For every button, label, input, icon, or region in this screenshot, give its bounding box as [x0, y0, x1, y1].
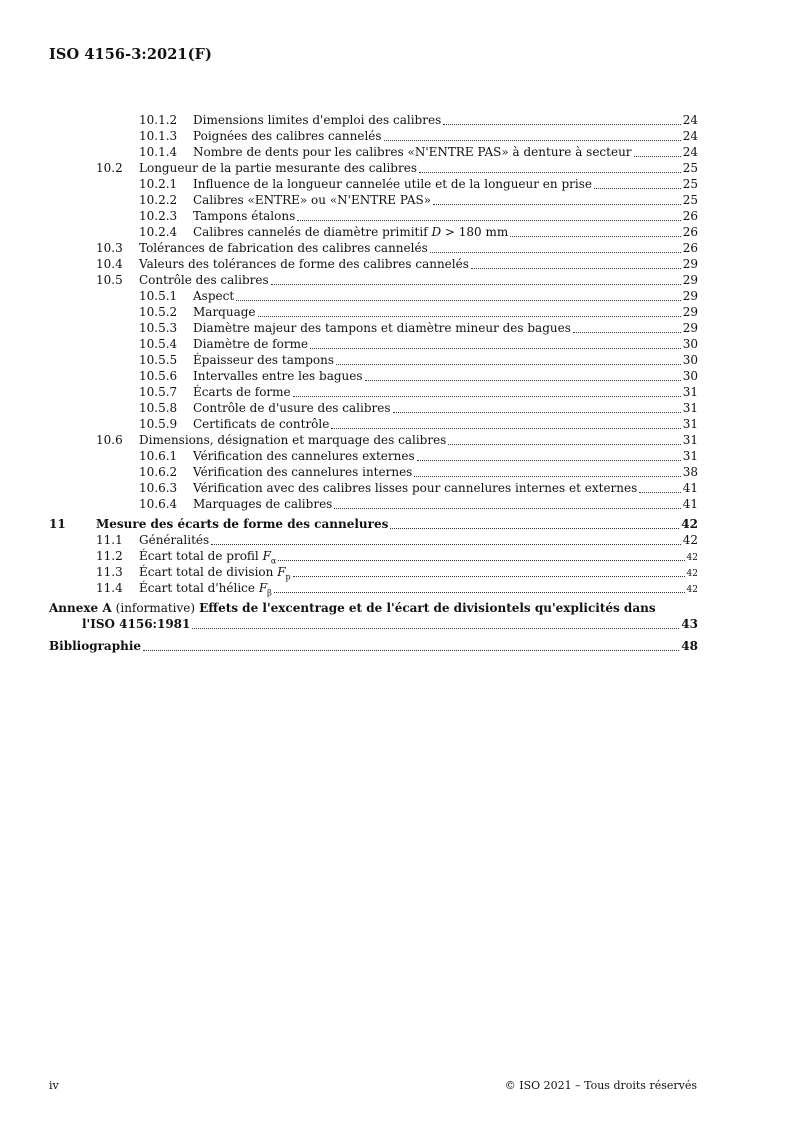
toc-leader-dots — [278, 550, 684, 561]
toc-entry-symbol: D — [431, 225, 442, 239]
toc-entry-title: Marquages de calibres — [193, 497, 333, 511]
toc-entry-number: 10.6 — [96, 433, 123, 447]
toc-entry-page: 30 — [682, 369, 698, 383]
toc-entry-number: 10.5.4 — [139, 337, 178, 351]
toc-entry-page: 30 — [682, 337, 698, 351]
document-header: ISO 4156-3:2021(F) — [49, 46, 212, 63]
toc-entry-number: 10.1.2 — [139, 113, 178, 127]
toc-entry-number: 10.5.8 — [139, 401, 178, 415]
toc-entry-title: Contrôle de d'usure des calibres — [193, 401, 391, 415]
toc-entry-title-suffix: > 180 mm — [441, 225, 509, 239]
toc-entry-number: 10.2.2 — [139, 193, 178, 207]
toc-entry-title: Généralités — [139, 533, 210, 547]
footer-copyright: © ISO 2021 – Tous droits réservés — [504, 1079, 697, 1092]
toc-entry-page: 42 — [686, 553, 698, 563]
toc-entry-title: Valeurs des tolérances de forme des calibres cannelés — [139, 257, 469, 271]
toc-entry-number: 10.5.2 — [139, 305, 178, 319]
toc-entry-number: 11.2 — [96, 549, 123, 563]
toc-entry-page: 30 — [682, 353, 698, 367]
toc-entry-title: Certificats de contrôle — [193, 417, 330, 431]
toc-entry-title: Influence de la longueur cannelée utile et de la longueur en prise — [193, 177, 592, 191]
toc-leader-dots — [331, 418, 680, 429]
toc-entry-title: Longueur de la partie mesurante des calibres — [139, 161, 417, 175]
bibliography-page: 48 — [681, 639, 698, 653]
toc-entry-page: 25 — [682, 193, 698, 207]
toc-entry-title: Vérification avec des calibres lisses pour cannelures internes et externes — [193, 481, 638, 495]
toc-leader-dots — [573, 322, 681, 333]
toc-entry-page: 24 — [682, 145, 698, 159]
toc-entry-number: 11.4 — [96, 581, 123, 595]
toc-entry-title: Tolérances de fabrication des calibres cannelés — [139, 241, 428, 255]
toc-leader-dots — [192, 618, 679, 629]
toc-entry-symbol: F — [277, 565, 286, 579]
toc-entry-page: 42 — [686, 585, 698, 595]
toc-entry-page: 29 — [682, 321, 698, 335]
toc-entry-page: 29 — [682, 273, 698, 287]
toc-leader-dots — [384, 130, 681, 141]
toc-leader-dots — [334, 498, 680, 509]
toc-leader-dots — [211, 534, 681, 545]
toc-entry-symbol: F — [258, 581, 268, 595]
toc-entry-number: 10.5 — [96, 273, 123, 287]
toc-entry[interactable] — [139, 209, 698, 224]
annex-title-line1: Effets de l'excentrage et de l'écart de divisiontels qu'explicités dans — [199, 601, 656, 615]
toc-leader-dots — [419, 162, 681, 173]
toc-entry[interactable] — [96, 161, 698, 176]
toc-entry-number: 10.5.5 — [139, 353, 178, 367]
toc-entry-number: 11.1 — [96, 533, 123, 547]
toc-entry-title-text: Écart total de profil — [139, 549, 263, 563]
toc-annex-entry[interactable] — [49, 601, 698, 616]
toc-entry-page: 31 — [682, 449, 698, 463]
toc-entry[interactable] — [139, 401, 698, 416]
toc-entry-page: 41 — [682, 497, 698, 511]
toc-entry-page: 38 — [682, 465, 698, 479]
toc-leader-dots — [594, 178, 681, 189]
annex-type: (informative) — [115, 601, 196, 615]
toc-entry-number: 10.6.4 — [139, 497, 178, 511]
toc-entry[interactable] — [139, 321, 698, 336]
toc-leader-dots — [293, 566, 685, 577]
toc-entry-number: 10.2.3 — [139, 209, 178, 223]
toc-leader-dots — [274, 582, 685, 593]
toc-entry-number: 10.3 — [96, 241, 123, 255]
toc-entry-number: 10.2 — [96, 161, 123, 175]
toc-entry-page: 31 — [682, 401, 698, 415]
toc-annex-entry-cont[interactable] — [82, 617, 698, 632]
toc-entry-page: 25 — [682, 161, 698, 175]
toc-leader-dots — [433, 194, 681, 205]
toc-leader-dots — [236, 290, 681, 301]
toc-entry[interactable] — [139, 385, 698, 400]
toc-entry-title-text: Écart total d'hélice — [139, 581, 259, 595]
toc-entry-number: 10.6.3 — [139, 481, 178, 495]
toc-entry-number: 10.5.9 — [139, 417, 178, 431]
toc-entry-page: 26 — [682, 241, 698, 255]
toc-entry[interactable] — [96, 273, 698, 288]
toc-leader-dots — [310, 338, 681, 349]
toc-leader-dots — [414, 466, 680, 477]
toc-entry-title-text: Écart total de division — [139, 565, 278, 579]
toc-entry-title: Vérification des cannelures externes — [193, 449, 415, 463]
toc-entry-number: 10.1.4 — [139, 145, 178, 159]
toc-entry[interactable] — [139, 353, 698, 368]
toc-entry-page: 26 — [682, 225, 698, 239]
annex-title-line2: l'ISO 4156:1981 — [82, 617, 191, 631]
toc-entry[interactable] — [139, 145, 698, 160]
toc-entry-number: 10.5.6 — [139, 369, 178, 383]
toc-entry-page: 24 — [682, 113, 698, 127]
toc-leader-dots — [443, 114, 680, 125]
toc-entry[interactable] — [139, 225, 698, 240]
toc-entry[interactable] — [139, 177, 698, 192]
toc-leader-dots — [293, 386, 681, 397]
toc-entry-title: Diamètre de forme — [193, 337, 309, 351]
toc-leader-dots — [143, 640, 679, 651]
toc-entry-title: Intervalles entre les bagues — [193, 369, 363, 383]
toc-entry-page: 26 — [682, 209, 698, 223]
toc-entry-number: 10.5.1 — [139, 289, 178, 303]
toc-entry[interactable] — [139, 449, 698, 464]
toc-entry-page: 31 — [682, 385, 698, 399]
toc-leader-dots — [336, 354, 681, 365]
toc-entry[interactable] — [139, 369, 698, 384]
toc-entry[interactable] — [96, 241, 698, 256]
toc-entry-number: 11 — [49, 517, 66, 531]
toc-leader-dots — [430, 242, 681, 253]
toc-entry-title: Dimensions, désignation et marquage des calibres — [139, 433, 447, 447]
toc-entry-number: 10.6.1 — [139, 449, 178, 463]
toc-entry-number: 10.6.2 — [139, 465, 178, 479]
toc-entry[interactable] — [139, 305, 698, 320]
toc-entry-title: Marquage — [193, 305, 256, 319]
toc-entry-number: 10.2.1 — [139, 177, 178, 191]
toc-entry[interactable] — [96, 565, 698, 580]
toc-entry-page: 29 — [682, 289, 698, 303]
toc-leader-dots — [271, 274, 681, 285]
toc-leader-dots — [639, 482, 680, 493]
toc-entry-number: 10.5.3 — [139, 321, 178, 335]
toc-entry-title: Diamètre majeur des tampons et diamètre mineur des bagues — [193, 321, 571, 335]
toc-entry[interactable] — [139, 417, 698, 432]
toc-entry-title: Aspect — [193, 289, 235, 303]
toc-entry-page: 42 — [681, 517, 698, 531]
toc-entry-number: 10.2.4 — [139, 225, 178, 239]
toc-entry[interactable] — [96, 257, 698, 272]
toc-entry-page: 42 — [682, 533, 698, 547]
toc-entry[interactable] — [139, 497, 698, 512]
toc-entry[interactable] — [139, 113, 698, 128]
toc-entry-number: 10.5.7 — [139, 385, 178, 399]
toc-entry-title-text: Calibres cannelés de diamètre primitif — [193, 225, 432, 239]
toc-entry-symbol-subscript: p — [285, 572, 291, 582]
toc-entry-title: Vérification des cannelures internes — [193, 465, 413, 479]
toc-entry-page: 31 — [682, 417, 698, 431]
toc-leader-dots — [448, 434, 680, 445]
toc-entry[interactable] — [139, 129, 698, 144]
toc-entry[interactable] — [96, 581, 698, 596]
toc-bibliography-entry[interactable] — [49, 639, 698, 654]
toc-leader-dots — [510, 226, 680, 237]
toc-entry-title: Mesure des écarts de forme des cannelures — [96, 517, 389, 531]
toc-entry[interactable] — [139, 289, 698, 304]
toc-entry-title: Dimensions limites d'emploi des calibres — [193, 113, 442, 127]
toc-leader-dots — [393, 402, 681, 413]
toc-leader-dots — [258, 306, 681, 317]
toc-entry[interactable] — [139, 465, 698, 480]
toc-entry-number: 10.1.3 — [139, 129, 178, 143]
toc-entry-title: Épaisseur des tampons — [193, 353, 335, 367]
toc-leader-dots — [417, 450, 681, 461]
toc-entry-page: 42 — [686, 569, 698, 579]
toc-entry-title — [193, 225, 508, 240]
bibliography-title: Bibliographie — [49, 639, 142, 653]
toc-leader-dots — [634, 146, 681, 157]
toc-entry-title: Calibres «ENTRE» ou «N'ENTRE PAS» — [193, 193, 432, 207]
toc-entry-page: 41 — [682, 481, 698, 495]
toc-leader-dots — [365, 370, 681, 381]
toc-leader-dots — [471, 258, 681, 269]
toc-entry-title: Contrôle des calibres — [139, 273, 269, 287]
toc-entry-page: 24 — [682, 129, 698, 143]
annex-label: Annexe A — [49, 601, 112, 615]
toc-entry-title: Tampons étalons — [193, 209, 296, 223]
toc-entry-number: 10.4 — [96, 257, 123, 271]
toc-entry[interactable] — [96, 533, 698, 548]
toc-entry-page: 31 — [682, 433, 698, 447]
annex-page: 43 — [681, 617, 698, 631]
toc-entry-symbol-subscript: α — [270, 556, 277, 566]
toc-entry-page: 29 — [682, 257, 698, 271]
toc-entry-title — [139, 581, 272, 600]
toc-leader-dots — [390, 518, 679, 529]
toc-entry-page: 25 — [682, 177, 698, 191]
toc-entry-page: 29 — [682, 305, 698, 319]
toc-leader-dots — [297, 210, 680, 221]
footer-page-number: iv — [49, 1079, 59, 1092]
toc-entry-symbol: F — [262, 549, 271, 563]
toc-entry-title: Nombre de dents pour les calibres «N'ENTRE PAS» à denture à secteur — [193, 145, 632, 159]
toc-entry[interactable] — [96, 433, 698, 448]
toc-entry[interactable] — [139, 193, 698, 208]
toc-entry[interactable] — [49, 517, 698, 532]
toc-entry[interactable] — [96, 549, 698, 564]
toc-entry[interactable] — [139, 481, 698, 496]
toc-entry[interactable] — [139, 337, 698, 352]
toc-entry-symbol-subscript: β — [267, 588, 272, 598]
toc-entry-title: Écarts de forme — [193, 385, 291, 399]
toc-entry-title: Poignées des calibres cannelés — [193, 129, 382, 143]
toc-entry-number: 11.3 — [96, 565, 123, 579]
